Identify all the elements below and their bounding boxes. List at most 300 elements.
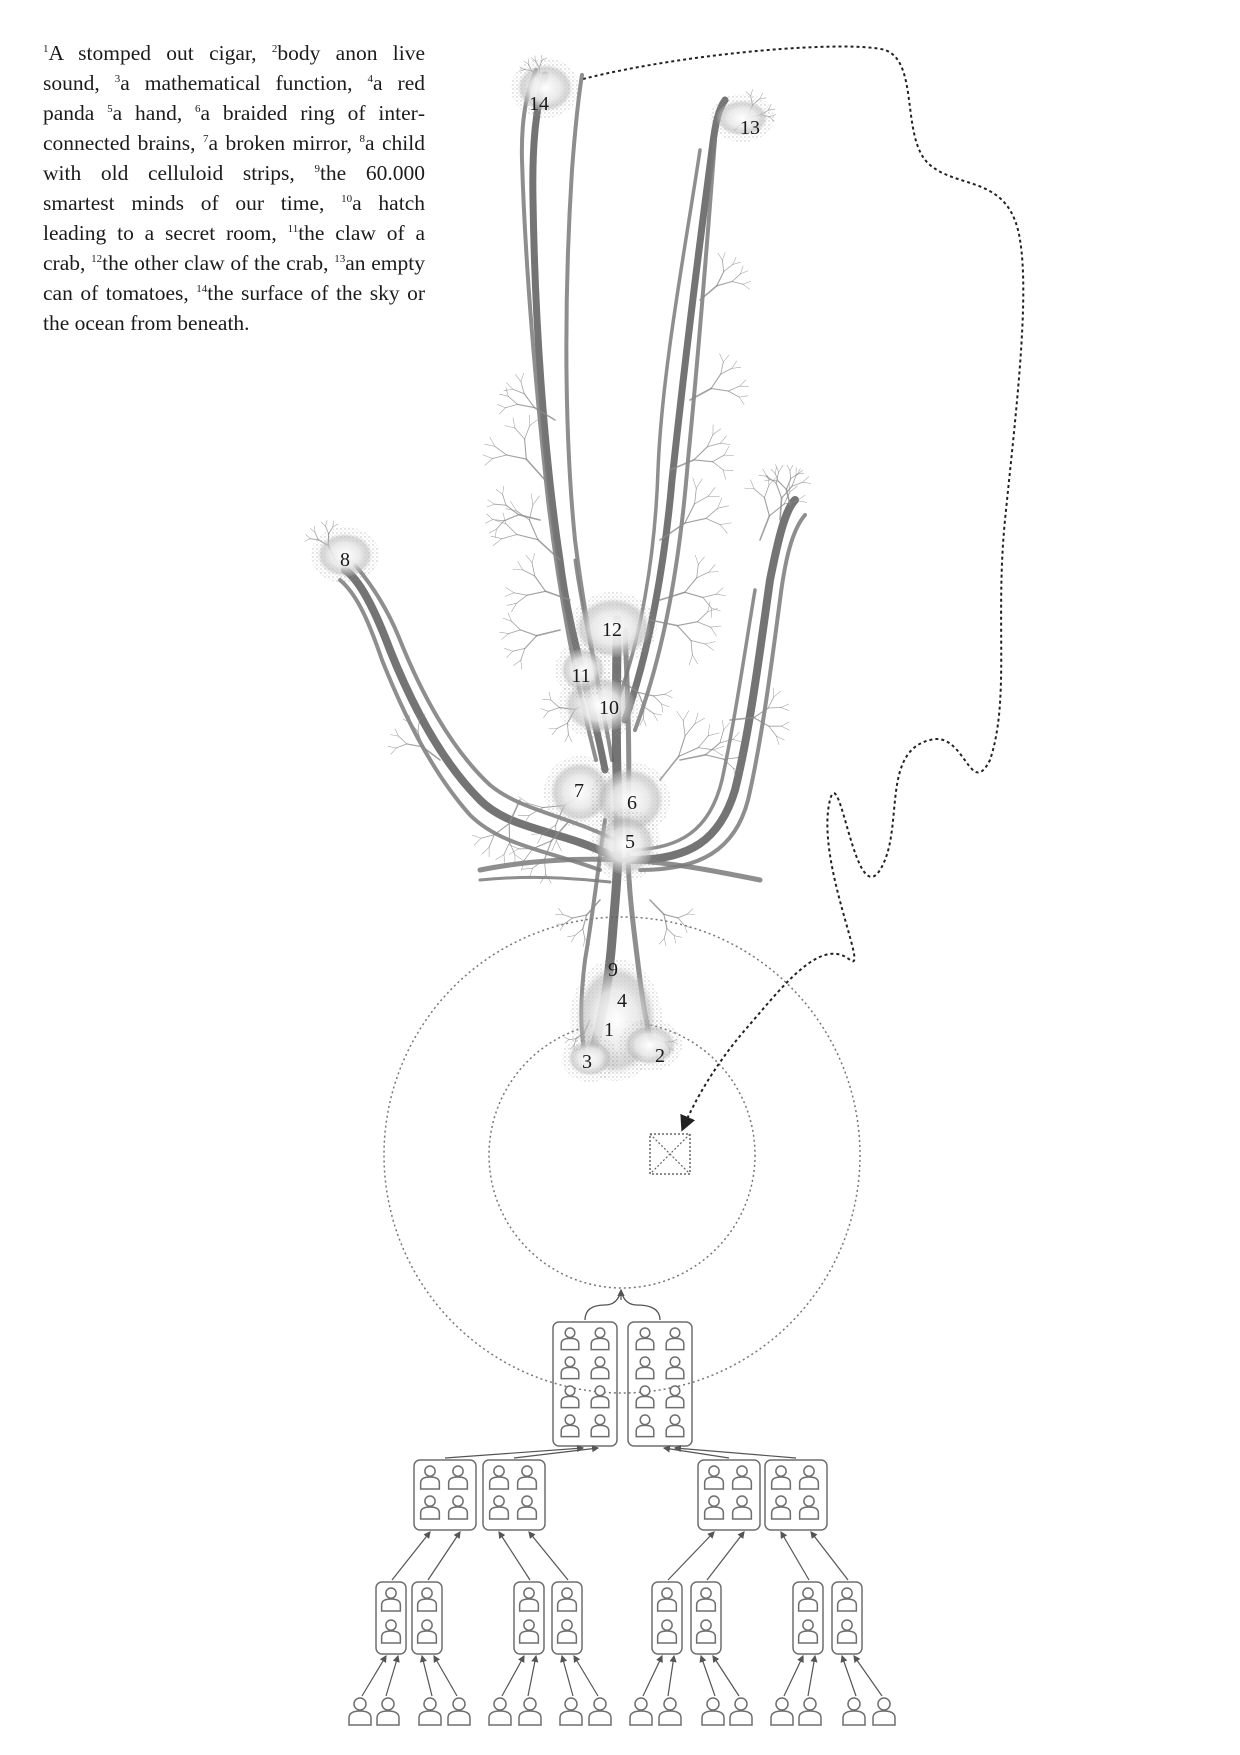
person-head xyxy=(494,1698,506,1710)
person-icon xyxy=(591,1357,609,1379)
vessel-branch xyxy=(703,594,716,597)
person-head xyxy=(524,1620,534,1630)
vessel-branch xyxy=(724,447,729,456)
vessel-branch xyxy=(768,697,774,708)
person-icon xyxy=(382,1588,401,1611)
vessel-branch xyxy=(720,523,731,525)
person-head xyxy=(842,1620,852,1630)
arrow xyxy=(854,1656,882,1696)
vessel-branch xyxy=(743,281,751,284)
arrow xyxy=(362,1656,386,1696)
vessel-branch xyxy=(711,389,728,392)
vessel-branch xyxy=(493,539,502,546)
person-head xyxy=(524,1698,536,1710)
vessel-branch xyxy=(720,354,724,362)
vessel-branch xyxy=(509,630,521,634)
vessel-branch xyxy=(723,470,726,479)
vessel-branch xyxy=(583,939,585,946)
person-head xyxy=(735,1698,747,1710)
vessel-branch xyxy=(773,688,774,697)
person-icon xyxy=(490,1466,509,1489)
footnote-text: a hatch leading to a secret room, xyxy=(43,191,425,245)
vessel-branch xyxy=(521,382,524,394)
person-icon xyxy=(520,1588,539,1611)
person-head xyxy=(701,1588,711,1598)
footnote-text: a red panda xyxy=(43,71,425,125)
label-14: 14 xyxy=(529,93,549,115)
vessel-branch xyxy=(531,494,533,505)
vessel-branch xyxy=(708,602,710,612)
vessel-branch xyxy=(568,735,572,742)
vessel-branch xyxy=(493,520,504,521)
vessel-branch xyxy=(685,724,695,736)
vessel-branch xyxy=(721,368,732,374)
vessel-branch xyxy=(745,488,755,489)
footnote-text: the 60.000 smartest minds of our time, xyxy=(43,161,425,215)
person-icon xyxy=(382,1620,401,1643)
vessel-branch xyxy=(705,644,713,650)
person-head xyxy=(640,1328,650,1338)
footnote-number: 10 xyxy=(341,193,353,205)
vessel-branch xyxy=(732,361,737,368)
vessel-branch xyxy=(496,855,504,860)
person-body xyxy=(772,1477,791,1489)
vessel-branch xyxy=(507,603,516,605)
vessel xyxy=(480,877,610,882)
person-body xyxy=(730,1711,752,1725)
person-body xyxy=(666,1367,684,1378)
person-body xyxy=(382,1599,401,1611)
vessel-branch xyxy=(489,529,496,533)
vessel-branch xyxy=(774,691,781,697)
vessel-branch xyxy=(513,648,525,651)
person-body xyxy=(490,1477,509,1489)
vessel-branch xyxy=(654,694,665,696)
person-body xyxy=(520,1631,539,1643)
person-icon xyxy=(519,1698,541,1725)
person-body xyxy=(561,1425,579,1436)
person-body xyxy=(702,1711,724,1725)
label-12: 12 xyxy=(602,619,622,641)
person-body xyxy=(799,1599,818,1611)
vessel-branch xyxy=(565,1040,569,1043)
person-icon xyxy=(591,1415,609,1437)
vessel-branch xyxy=(723,355,729,362)
person-head xyxy=(878,1698,890,1710)
vessel-branch xyxy=(698,736,708,748)
vessel-branch xyxy=(506,505,519,515)
people-hierarchy xyxy=(349,1290,895,1725)
vessel-branch xyxy=(525,636,537,649)
vessel-branch xyxy=(695,496,709,504)
person-head xyxy=(562,1588,572,1598)
person-head xyxy=(640,1415,650,1425)
vessel-branch xyxy=(732,274,740,282)
vessel-branch xyxy=(694,447,707,460)
vessel-branch xyxy=(741,266,744,274)
vessel-branch xyxy=(487,514,493,520)
person-icon xyxy=(377,1698,399,1725)
vessel-branch xyxy=(713,462,724,470)
vessel-branch xyxy=(474,838,481,845)
person-head xyxy=(422,1588,432,1598)
vessel-branch xyxy=(713,455,725,462)
arrow xyxy=(434,1656,457,1696)
vessel-branch xyxy=(781,722,789,726)
person-icon xyxy=(418,1620,437,1643)
vessel-branch xyxy=(507,455,527,459)
person-icon xyxy=(658,1588,677,1611)
vessel-branch xyxy=(724,265,733,272)
arrow xyxy=(842,1656,856,1696)
vessel-branch xyxy=(521,660,522,669)
vessel-branch xyxy=(489,835,494,848)
person-body xyxy=(800,1477,819,1489)
person-icon xyxy=(838,1620,857,1643)
person-body xyxy=(697,1631,716,1643)
vessel-branch xyxy=(721,362,724,374)
person-head xyxy=(453,1466,463,1476)
vessel-branch xyxy=(495,446,507,455)
vessel-branch xyxy=(709,565,715,573)
footnote-number: 13 xyxy=(334,253,346,265)
person-body xyxy=(349,1711,371,1725)
vessel-branch xyxy=(685,592,703,597)
arrow xyxy=(808,1656,815,1696)
vessel-branch xyxy=(396,744,407,748)
vessel-branch xyxy=(685,926,687,933)
person-icon xyxy=(658,1620,677,1643)
vessel-branch xyxy=(496,490,503,495)
person-head xyxy=(803,1620,813,1630)
vessel-branch xyxy=(680,755,706,760)
vessel-branch xyxy=(525,426,530,440)
vessel-branch xyxy=(720,730,724,743)
vessel-branch xyxy=(706,518,720,524)
vessel-branch xyxy=(720,525,727,534)
arrow xyxy=(707,1532,744,1580)
vessel-branch xyxy=(665,694,673,697)
person-icon xyxy=(666,1415,684,1437)
person-head xyxy=(848,1698,860,1710)
person-body xyxy=(838,1599,857,1611)
vessel-branch xyxy=(399,736,407,744)
vessel-branch xyxy=(696,479,702,489)
person-head xyxy=(776,1698,788,1710)
person-icon xyxy=(418,1588,437,1611)
vessel-branch xyxy=(781,726,789,730)
vessel-branch xyxy=(505,593,514,597)
person-icon xyxy=(448,1698,470,1725)
person-icon xyxy=(772,1466,791,1489)
person-icon xyxy=(636,1328,654,1350)
person-body xyxy=(560,1711,582,1725)
arrow xyxy=(445,1448,583,1458)
person-icon xyxy=(800,1466,819,1489)
vessel-branch xyxy=(779,465,784,472)
person-head xyxy=(662,1588,672,1598)
vessel-branch xyxy=(515,855,523,861)
vessel-branch xyxy=(552,728,557,734)
vessel-branch xyxy=(529,415,530,425)
vessel-branch xyxy=(709,572,719,573)
vessel-branch xyxy=(500,632,509,633)
footnote-number: 9 xyxy=(314,163,320,175)
person-head xyxy=(804,1698,816,1710)
person-body xyxy=(561,1367,579,1378)
person-icon xyxy=(560,1698,582,1725)
vessel-branch xyxy=(650,900,664,914)
vessel-branch xyxy=(504,515,519,521)
person-body xyxy=(636,1396,654,1407)
person-icon xyxy=(697,1620,716,1643)
person-body xyxy=(591,1338,609,1349)
vessel-branch xyxy=(707,435,713,447)
person-icon xyxy=(772,1496,791,1519)
vessel-branch xyxy=(643,718,646,726)
vessel-branch xyxy=(689,655,692,665)
arrow xyxy=(811,1532,848,1580)
vessel-branch xyxy=(515,428,525,439)
vessel-branch xyxy=(512,621,521,630)
person-icon xyxy=(873,1698,895,1725)
person-body xyxy=(733,1507,752,1519)
vessel-branch xyxy=(544,711,549,718)
vessel-branch xyxy=(571,936,575,943)
person-head xyxy=(804,1496,814,1506)
vessel-branch xyxy=(395,729,399,736)
person-body xyxy=(636,1338,654,1349)
vessel-branch xyxy=(481,835,494,838)
vessel-branch xyxy=(708,733,719,736)
vessel-branch xyxy=(497,404,505,407)
arrow xyxy=(781,1532,809,1580)
person-icon xyxy=(421,1466,440,1489)
person-head xyxy=(804,1466,814,1476)
merge-brace xyxy=(585,1290,660,1320)
person-body xyxy=(558,1599,577,1611)
person-head xyxy=(709,1496,719,1506)
vessel-branch xyxy=(693,478,697,489)
vessel-branch xyxy=(733,739,742,742)
person-body xyxy=(733,1477,752,1489)
person-body xyxy=(800,1507,819,1519)
person-head xyxy=(386,1620,396,1630)
person-icon xyxy=(733,1496,752,1519)
person-head xyxy=(595,1386,605,1396)
vessel-branch xyxy=(771,469,775,473)
vessel-branch xyxy=(718,498,722,508)
person-head xyxy=(494,1466,504,1476)
person-icon xyxy=(702,1698,724,1725)
vessel-branch xyxy=(506,383,512,389)
label-3: 3 xyxy=(582,1051,592,1073)
person-icon xyxy=(419,1698,441,1725)
vessel-branch xyxy=(803,477,809,483)
vessel-branch xyxy=(664,938,666,945)
vessel-branch xyxy=(720,443,730,444)
label-1: 1 xyxy=(604,1019,614,1041)
vessel-branch xyxy=(706,755,724,759)
person-head xyxy=(776,1466,786,1476)
vessel-branch xyxy=(485,444,495,446)
vessel-branch xyxy=(506,524,517,535)
person-icon xyxy=(449,1496,468,1519)
vessel-branch xyxy=(674,936,681,938)
vessel-branch xyxy=(763,469,767,476)
person-body xyxy=(636,1425,654,1436)
person-body xyxy=(799,1631,818,1643)
person-body xyxy=(418,1599,437,1611)
vessel-branch xyxy=(516,375,521,382)
vessel-branch xyxy=(743,284,750,289)
person-body xyxy=(518,1507,537,1519)
vessel-branch xyxy=(549,708,560,712)
vessel-branch xyxy=(723,720,724,730)
vessel-branch xyxy=(718,253,722,260)
vessel-branch xyxy=(321,522,325,526)
vessel-branch xyxy=(530,419,538,425)
person-head xyxy=(670,1357,680,1367)
vessel-branch xyxy=(472,835,481,838)
person-icon xyxy=(561,1328,579,1350)
footnote-number: 7 xyxy=(202,133,209,145)
footnote-number: 3 xyxy=(114,73,121,85)
vessel-branch xyxy=(711,626,721,627)
vessel-branch xyxy=(549,692,551,700)
vessel-branch xyxy=(517,535,538,540)
footnote-text: a broken mirror, xyxy=(208,131,360,155)
vessel-branch xyxy=(523,570,535,576)
vessel-branch xyxy=(503,494,506,505)
vessel-branch xyxy=(503,486,504,494)
vessel-branch xyxy=(685,504,695,523)
vessel-branch xyxy=(790,465,793,470)
person-body xyxy=(591,1367,609,1378)
vessel-branch xyxy=(533,496,540,505)
vessel-branch xyxy=(506,388,508,397)
vessel-branch xyxy=(503,513,506,524)
person-body xyxy=(705,1477,724,1489)
vessel-branch xyxy=(506,588,514,593)
vessel-branch xyxy=(695,555,698,564)
vessel-branch xyxy=(583,915,587,929)
footnote-number: 4 xyxy=(367,73,374,85)
vessel-branch xyxy=(514,660,521,665)
person-head xyxy=(425,1466,435,1476)
vessel-branch xyxy=(664,928,667,938)
label-11: 11 xyxy=(571,665,591,687)
vessel-branch xyxy=(559,908,563,914)
vessel-branch xyxy=(711,608,720,611)
vessel-branch xyxy=(722,253,725,261)
vessel-branch xyxy=(306,535,310,539)
vessel-branch xyxy=(504,389,513,391)
person-icon xyxy=(349,1698,371,1725)
vessel-branch xyxy=(552,841,557,851)
vessel-branch xyxy=(491,536,502,539)
person-icon xyxy=(490,1496,509,1519)
vessel-branch xyxy=(751,480,755,489)
person-icon xyxy=(838,1588,857,1611)
person-body xyxy=(558,1631,577,1643)
person-icon xyxy=(561,1415,579,1437)
person-icon xyxy=(489,1698,511,1725)
person-icon xyxy=(636,1415,654,1437)
vessel-branch xyxy=(504,842,510,854)
person-body xyxy=(489,1711,511,1725)
vessel-branch xyxy=(494,824,509,835)
vessel-branch xyxy=(556,841,561,851)
person-icon xyxy=(843,1698,865,1725)
vessel-branch xyxy=(769,504,784,516)
person-head xyxy=(640,1357,650,1367)
label-7: 7 xyxy=(574,780,584,802)
footnote-text: the claw of a crab, xyxy=(43,221,426,275)
person-head xyxy=(803,1588,813,1598)
person-icon xyxy=(800,1496,819,1519)
vessel-branch xyxy=(495,529,496,537)
person-body xyxy=(666,1396,684,1407)
person-icon xyxy=(705,1466,724,1489)
vessel-branch xyxy=(803,482,811,483)
vessel-branch xyxy=(521,648,525,660)
vessel-branch xyxy=(677,626,691,641)
vessel-branch xyxy=(391,748,396,754)
person-head xyxy=(776,1496,786,1506)
person-head xyxy=(453,1698,465,1710)
vessel-branch xyxy=(504,648,513,651)
vessel-branch xyxy=(333,524,338,527)
dotted-connection-line xyxy=(583,47,1023,1128)
person-head xyxy=(595,1328,605,1338)
arrow xyxy=(422,1656,432,1696)
arrow xyxy=(701,1656,715,1696)
footnote-number: 6 xyxy=(195,103,201,115)
person-body xyxy=(705,1507,724,1519)
vessel-branch xyxy=(662,704,663,712)
vessel-branch xyxy=(733,732,739,739)
vessel-branch xyxy=(694,460,713,462)
vessel-branch xyxy=(723,470,733,471)
person-body xyxy=(772,1507,791,1519)
crossed-square-icon xyxy=(650,1134,690,1174)
person-icon xyxy=(636,1386,654,1408)
vascular-tree xyxy=(305,55,811,1060)
person-icon xyxy=(733,1466,752,1489)
person-head xyxy=(670,1386,680,1396)
vessel-branch xyxy=(565,735,569,742)
vessel-branch xyxy=(764,485,769,498)
vessel-branch xyxy=(490,437,495,446)
vessel-branch xyxy=(654,714,662,716)
person-body xyxy=(421,1507,440,1519)
vessel-branch xyxy=(310,528,315,532)
person-head xyxy=(494,1496,504,1506)
person-body xyxy=(449,1507,468,1519)
vessel-branch xyxy=(718,506,729,509)
vessel-branch xyxy=(677,711,684,720)
person-head xyxy=(565,1698,577,1710)
vessel-branch xyxy=(776,483,782,498)
vessel-branch xyxy=(525,439,527,459)
footnote-text: the surface of the sky or the ocean from beneath. xyxy=(43,281,425,335)
vessel-branch xyxy=(493,455,507,459)
person-body xyxy=(418,1631,437,1643)
vessel-branch xyxy=(754,489,764,498)
person-icon xyxy=(799,1620,818,1643)
vessel-branch xyxy=(388,746,396,748)
